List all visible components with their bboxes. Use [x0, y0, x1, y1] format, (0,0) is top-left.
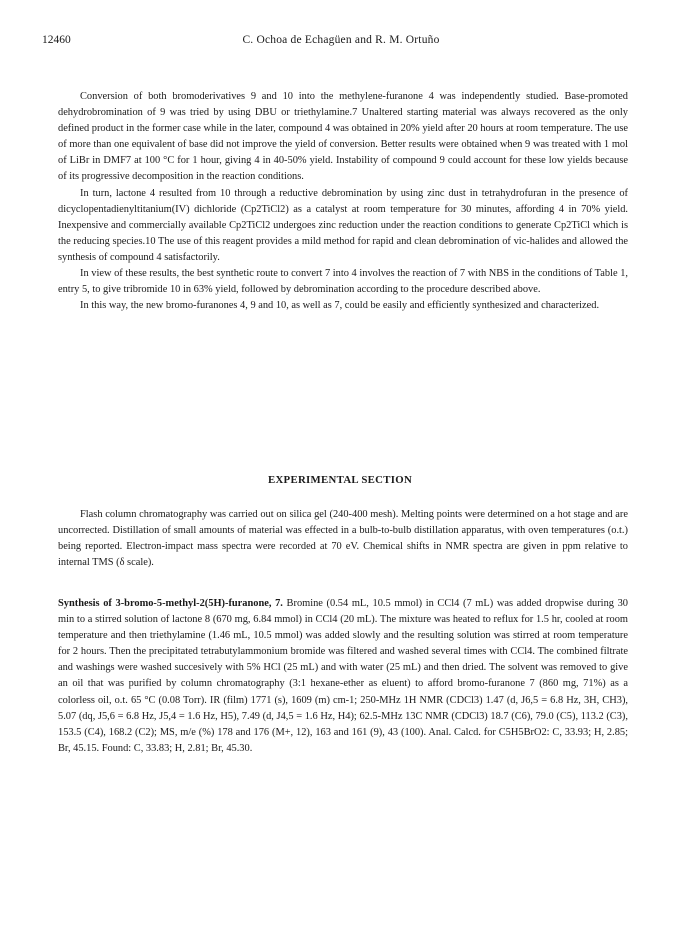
paragraph-lactone: In turn, lactone 4 resulted from 10 through a reductive debromination by using zinc dust in tetrahydrofuran in the presence of dicyclopentadienyltitanium(IV) dichloride (Cp2TiCl2) as a catalyst at room temperature for 30 minutes, affording 4 in 70% yield. Inexpensive and commercially available Cp2TiCl2 undergoes zinc reduction under the reaction conditions to generate Cp2TiCl which is the reducing species.10 The use of this reagent provides a mild method for rapid and clean debromination of vic-halides and allowed the synthesis of compound 4 satisfactorily. — [58, 187, 628, 263]
paragraph-experimental: Flash column chromatography was carried out on silica gel (240-400 mesh). Melting points were determined on a hot stage and are uncorrected. Distillation of small amounts of material was effected in a bulb-to-bulb distillation apparatus, with oven temperatures (o.t.) being reported. Electron-impact mass spectra were recorded at 70 eV. Chemical shifts in NMR spectra are given in ppm relative to internal TMS (δ scale). — [58, 509, 628, 569]
paragraph-synthetic-route: In view of these results, the best synthetic route to convert 7 into 4 involves the reaction of 7 with NBS in the conditions of Table 1, entry 5, to give tribromide 10 in 63% yield, followed by debromination according to the procedure described above. — [58, 268, 628, 296]
synthesis-title: Synthesis of 3-bromo-5-methyl-2(5H)-furanone, 7. — [58, 598, 283, 609]
synthesis-procedure — [58, 596, 628, 757]
paragraph-synthesis — [58, 596, 628, 757]
page-number: 12460 — [42, 34, 71, 46]
experimental-general — [58, 507, 628, 571]
section-heading: EXPERIMENTAL SECTION — [267, 474, 413, 486]
discussion-text — [58, 89, 628, 314]
page-header — [42, 34, 640, 50]
running-head: C. Ochoa de Echagüen and R. M. Ortuño — [242, 34, 440, 46]
paragraph-conversion: Conversion of both bromoderivatives 9 and 10 into the methylene-furanone 4 was independently studied. Base-promoted dehydrobromination of 9 was tried by using DBU or triethylamine.7 Unaltered starting material was always recovered as the only defined product in the former case while in the later, compound 4 was obtained in 20% yield after 20 hours at room temperature. The use of more than one equivalent of base did not improve the yield of conversion. Better results were obtained when 9 was treated with 1 mol of LiBr in DMF7 at 100 °C for 1 hour, giving 4 in 40-50% yield. Instability of compound 9 could account for these low yields because of its progressive decomposition in the reaction conditions. — [58, 91, 628, 183]
synthesis-body: Bromine (0.54 mL, 10.5 mmol) in CCl4 (7 mL) was added dropwise during 30 min to a stirred solution of lactone 8 (670 mg, 6.84 mmol) in CCl4 (20 mL). The mixture was heated to reflux for 1.5 hr, cooled at room temperature and then triethylamine (1.46 mL, 10.5 mmol) was added slowly and the resulting solution was stirred at room temperature for 2 hours. Then the precipitated tetrabutylammonium bromide was filtered and washed several times with CCl4. The combined filtrate and washings were washed succesively with 5% HCl (25 mL) and with water (25 mL) and then dried. The solvent was removed to give an oil that was purified by column chromatography (3:1 hexane-ether as eluent) to afford bromo-furanone 7 (860 mg, 71%) as a colorless oil, o.t. 65 °C (0.08 Torr). IR (film) 1771 (s), 1609 (m) cm-1; 250-MHz 1H NMR (CDCl3) 1.47 (d, J6,5 = 6.8 Hz, 3H, CH3), 5.07 (dq, J5,6 = 6.8 Hz, J5,4 = 1.6 Hz, H5), 7.49 (d, J4,5 = 1.6 Hz, H4); 62.5-MHz 13C NMR (CDCl3) 18.7 (C6), 79.0 (C5), 113.2 (C3), 153.5 (C4), 168.2 (C2); MS, m/e (%) 178 and 176 (M+, 12), 163 and 161 (9), 43 (100). Anal. Calcd. for C5H5BrO2: C, 33.93; H, 2.85; Br, 45.15. Found: C, 33.83; H, 2.81; Br, 45.30. — [58, 598, 628, 754]
paragraph-conclusion: In this way, the new bromo-furanones 4, 9 and 10, as well as 7, could be easily and efficiently synthesized and characterized. — [80, 300, 600, 312]
